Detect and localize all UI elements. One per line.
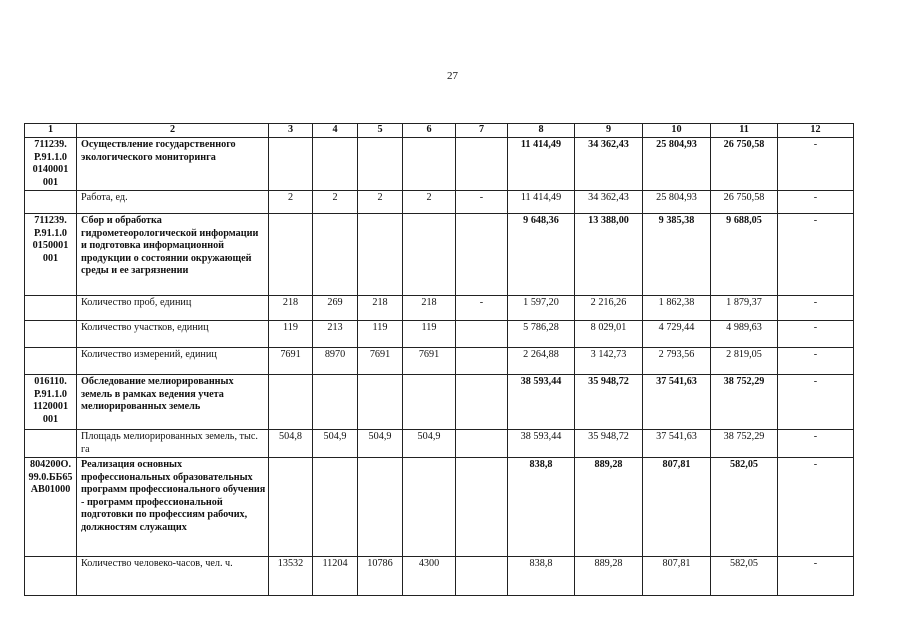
cell-col-3: 2: [269, 191, 313, 214]
cell-col-5: 7691: [358, 348, 403, 375]
cell-col-11: 26 750,58: [711, 191, 778, 214]
indicator-name: Площадь мелиорированных земель, тыс. га: [77, 430, 269, 458]
indicator-row: [25, 557, 854, 596]
indicator-name: Количество измерений, единиц: [77, 348, 269, 375]
cell-col-4: [313, 458, 358, 557]
cell-col-12: -: [778, 321, 854, 348]
header-cell: 2: [77, 124, 269, 138]
cell-col-8: 5 786,28: [508, 321, 575, 348]
cell-col-7: [456, 458, 508, 557]
cell-col-9: 8 029,01: [575, 321, 643, 348]
cell-col-9: 34 362,43: [575, 191, 643, 214]
header-cell: 4: [313, 124, 358, 138]
service-code: 711239. Р.91.1.0 0150001 001: [25, 214, 77, 296]
cell-col-5: 10786: [358, 557, 403, 596]
cell-col-12: -: [778, 296, 854, 321]
service-code: 016110. Р.91.1.0 1120001 001: [25, 375, 77, 430]
indicator-row: [25, 430, 854, 458]
header-cell: 7: [456, 124, 508, 138]
cell-col-5: [358, 138, 403, 191]
cell-col-3: 7691: [269, 348, 313, 375]
cell-col-12: -: [778, 458, 854, 557]
cell-col-6: 4300: [403, 557, 456, 596]
indicator-row: [25, 321, 854, 348]
cell-col-10: 1 862,38: [643, 296, 711, 321]
cell-col-9: 34 362,43: [575, 138, 643, 191]
cell-col-9: 889,28: [575, 557, 643, 596]
service-code: 804200О. 99.0.ББ65 АВ01000: [25, 458, 77, 557]
cell-col-6: [403, 375, 456, 430]
cell-col-9: 35 948,72: [575, 430, 643, 458]
cell-col-8: 838,8: [508, 557, 575, 596]
service-code: [25, 430, 77, 458]
service-row: [25, 375, 854, 430]
cell-col-3: [269, 214, 313, 296]
cell-col-11: 582,05: [711, 557, 778, 596]
cell-col-12: -: [778, 214, 854, 296]
cell-col-7: [456, 348, 508, 375]
cell-col-3: [269, 375, 313, 430]
cell-col-7: -: [456, 296, 508, 321]
service-name: Реализация основных профессиональных образовательных программ профессионального обучения - программ профессиональной подготовки по профессиям рабочих, должностям служащих: [77, 458, 269, 557]
cell-col-8: 1 597,20: [508, 296, 575, 321]
cell-col-11: 38 752,29: [711, 430, 778, 458]
cell-col-4: [313, 375, 358, 430]
cell-col-4: 504,9: [313, 430, 358, 458]
cell-col-4: [313, 214, 358, 296]
header-cell: 11: [711, 124, 778, 138]
service-row: [25, 458, 854, 557]
cell-col-7: [456, 430, 508, 458]
cell-col-6: 119: [403, 321, 456, 348]
indicator-name: Количество проб, единиц: [77, 296, 269, 321]
cell-col-6: 218: [403, 296, 456, 321]
cell-col-5: [358, 458, 403, 557]
cell-col-5: 119: [358, 321, 403, 348]
service-code: [25, 557, 77, 596]
header-cell: 6: [403, 124, 456, 138]
cell-col-6: [403, 138, 456, 191]
service-row: [25, 138, 854, 191]
header-cell: 10: [643, 124, 711, 138]
cell-col-10: 4 729,44: [643, 321, 711, 348]
cell-col-8: 11 414,49: [508, 191, 575, 214]
service-name: Обследование мелиорированных земель в рамках ведения учета мелиорированных земель: [77, 375, 269, 430]
cell-col-8: 38 593,44: [508, 430, 575, 458]
cell-col-5: [358, 214, 403, 296]
cell-col-9: 3 142,73: [575, 348, 643, 375]
cell-col-3: 504,8: [269, 430, 313, 458]
cell-col-11: 582,05: [711, 458, 778, 557]
cell-col-8: 9 648,36: [508, 214, 575, 296]
cell-col-7: [456, 375, 508, 430]
cell-col-10: 9 385,38: [643, 214, 711, 296]
cell-col-12: -: [778, 191, 854, 214]
header-cell: 8: [508, 124, 575, 138]
service-name: Сбор и обработка гидрометеорологической информации и подготовка информационной продукции о состоянии окружающей среды и ее загрязнении: [77, 214, 269, 296]
cell-col-10: 37 541,63: [643, 375, 711, 430]
cell-col-10: 25 804,93: [643, 191, 711, 214]
cell-col-9: 13 388,00: [575, 214, 643, 296]
cell-col-6: 504,9: [403, 430, 456, 458]
indicator-name: Количество человеко-часов, чел. ч.: [77, 557, 269, 596]
cell-col-3: 218: [269, 296, 313, 321]
page-number: 27: [447, 70, 458, 82]
cell-col-5: 218: [358, 296, 403, 321]
header-row: [25, 124, 854, 138]
cell-col-12: -: [778, 430, 854, 458]
service-row: [25, 214, 854, 296]
service-name: Осуществление государственного экологического мониторинга: [77, 138, 269, 191]
service-code: [25, 296, 77, 321]
indicator-row: [25, 191, 854, 214]
cell-col-7: [456, 321, 508, 348]
cell-col-10: 25 804,93: [643, 138, 711, 191]
cell-col-11: 26 750,58: [711, 138, 778, 191]
cell-col-11: 1 879,37: [711, 296, 778, 321]
cell-col-9: 2 216,26: [575, 296, 643, 321]
cell-col-7: [456, 214, 508, 296]
cell-col-8: 838,8: [508, 458, 575, 557]
cell-col-7: -: [456, 191, 508, 214]
cell-col-4: 2: [313, 191, 358, 214]
cell-col-9: 889,28: [575, 458, 643, 557]
cell-col-3: 13532: [269, 557, 313, 596]
cell-col-4: 8970: [313, 348, 358, 375]
header-cell: 9: [575, 124, 643, 138]
budget-table: [24, 123, 854, 596]
cell-col-3: [269, 458, 313, 557]
cell-col-11: 38 752,29: [711, 375, 778, 430]
cell-col-4: 213: [313, 321, 358, 348]
cell-col-4: 11204: [313, 557, 358, 596]
service-code: [25, 321, 77, 348]
cell-col-8: 2 264,88: [508, 348, 575, 375]
cell-col-6: [403, 458, 456, 557]
cell-col-6: 2: [403, 191, 456, 214]
cell-col-5: 2: [358, 191, 403, 214]
cell-col-7: [456, 557, 508, 596]
cell-col-10: 807,81: [643, 557, 711, 596]
service-code: [25, 191, 77, 214]
cell-col-8: 11 414,49: [508, 138, 575, 191]
cell-col-3: [269, 138, 313, 191]
cell-col-11: 9 688,05: [711, 214, 778, 296]
cell-col-12: -: [778, 348, 854, 375]
cell-col-12: -: [778, 138, 854, 191]
indicator-name: Количество участков, единиц: [77, 321, 269, 348]
cell-col-12: -: [778, 375, 854, 430]
cell-col-12: -: [778, 557, 854, 596]
service-code: [25, 348, 77, 375]
indicator-row: [25, 348, 854, 375]
cell-col-11: 2 819,05: [711, 348, 778, 375]
cell-col-8: 38 593,44: [508, 375, 575, 430]
cell-col-6: [403, 214, 456, 296]
cell-col-9: 35 948,72: [575, 375, 643, 430]
header-cell: 1: [25, 124, 77, 138]
cell-col-4: [313, 138, 358, 191]
cell-col-10: 37 541,63: [643, 430, 711, 458]
header-cell: 3: [269, 124, 313, 138]
service-code: 711239. Р.91.1.0 0140001 001: [25, 138, 77, 191]
cell-col-7: [456, 138, 508, 191]
cell-col-5: 504,9: [358, 430, 403, 458]
cell-col-10: 2 793,56: [643, 348, 711, 375]
header-cell: 5: [358, 124, 403, 138]
cell-col-3: 119: [269, 321, 313, 348]
cell-col-11: 4 989,63: [711, 321, 778, 348]
cell-col-4: 269: [313, 296, 358, 321]
indicator-name: Работа, ед.: [77, 191, 269, 214]
cell-col-6: 7691: [403, 348, 456, 375]
cell-col-5: [358, 375, 403, 430]
indicator-row: [25, 296, 854, 321]
cell-col-10: 807,81: [643, 458, 711, 557]
header-cell: 12: [778, 124, 854, 138]
